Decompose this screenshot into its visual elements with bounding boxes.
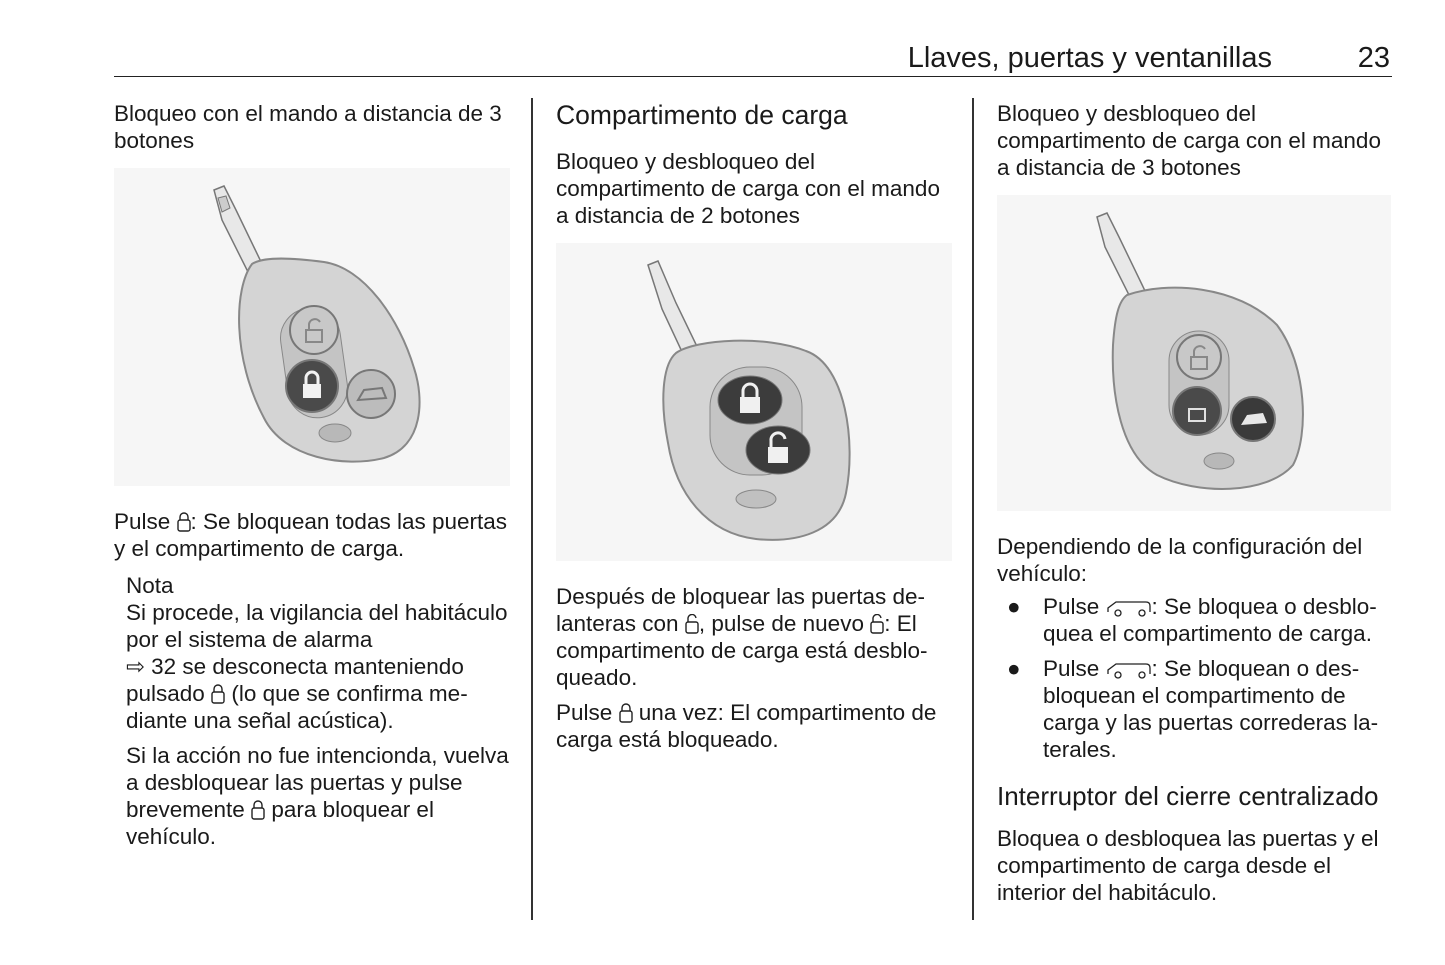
van-icon xyxy=(1106,661,1152,679)
note-block xyxy=(114,572,514,850)
list-item: ● Pulse : Se bloquea o desbloquea el compartimento de carga. xyxy=(1007,594,1377,646)
section-heading-cargo: Compartimento de carga xyxy=(556,100,848,130)
remote-3-buttons-cargo-figure xyxy=(997,195,1391,511)
note-text: Si procede, la vigilancia del habitáculo por el sistema de alarma ⇨ 32 se desconecta manteniendo pulsado (lo que se confirma mediante una señal acústica). xyxy=(126,600,508,733)
list-item: ● Pulse : Se bloquean o desbloquean el compartimento de carga y las puertas correderas laterales. xyxy=(1007,656,1379,762)
column-divider xyxy=(531,98,533,920)
note-label: Nota xyxy=(126,573,174,598)
bullet-icon: ● xyxy=(1007,594,1021,619)
lock-icon xyxy=(211,684,225,704)
section-heading-central-locking: Interruptor del cierre centralizado xyxy=(997,781,1379,811)
unlock-cargo-instruction: Después de bloquear las puertas delanteras con , pulse de nuevo : El compartimento de carga está desbloqueado. xyxy=(556,584,928,690)
cargo-button xyxy=(347,370,395,418)
subheading-3-button-cargo: Bloqueo y desbloqueo del compartimento de carga con el mando a distancia de 3 botones xyxy=(997,101,1381,180)
lock-instruction: Pulse : Se bloquean todas las puertas y el compartimento de carga. xyxy=(114,509,508,561)
led-window xyxy=(1204,453,1234,469)
lock-button xyxy=(1173,387,1221,435)
note-text-2: Si la acción no fue intencionda, vuelva a desbloquear las puertas y pulse brevemente para bloquear el vehículo. xyxy=(126,743,509,849)
column-middle xyxy=(556,100,956,753)
page-header xyxy=(114,40,1392,77)
remote-3-buttons-lock-figure xyxy=(114,168,510,486)
reference-arrow-icon[interactable]: ⇨ xyxy=(126,654,145,679)
column-divider xyxy=(972,98,974,920)
column-left xyxy=(114,100,514,850)
config-intro: Dependiendo de la configuración del vehículo: xyxy=(997,534,1363,586)
van-icon xyxy=(1106,599,1152,617)
lock-icon xyxy=(619,703,633,723)
page-number: 23 xyxy=(1357,42,1390,74)
central-locking-text: Bloquea o desbloquea las puertas y el compartimento de carga desde el interior del habitáculo. xyxy=(997,826,1379,905)
unlock-icon xyxy=(685,614,699,634)
subheading-3-button-lock: Bloqueo con el mando a distancia de 3 botones xyxy=(114,101,502,153)
van-button-list xyxy=(997,593,1397,763)
remote-2-buttons-figure xyxy=(556,243,952,561)
lock-icon xyxy=(251,800,265,820)
key-blade xyxy=(1097,213,1147,303)
lock-icon xyxy=(177,512,191,532)
bullet-icon: ● xyxy=(1007,656,1021,681)
subheading-2-button: Bloqueo y desbloqueo del compartimento de carga con el mando a distancia de 2 botones xyxy=(556,149,940,228)
led-window xyxy=(319,424,351,442)
page-title: Llaves, puertas y ventanillas xyxy=(907,42,1272,74)
led-window xyxy=(736,490,776,508)
column-right xyxy=(997,100,1397,906)
unlock-icon xyxy=(870,614,884,634)
lock-cargo-instruction: Pulse una vez: El compartimento de carga está bloqueado. xyxy=(556,700,937,752)
